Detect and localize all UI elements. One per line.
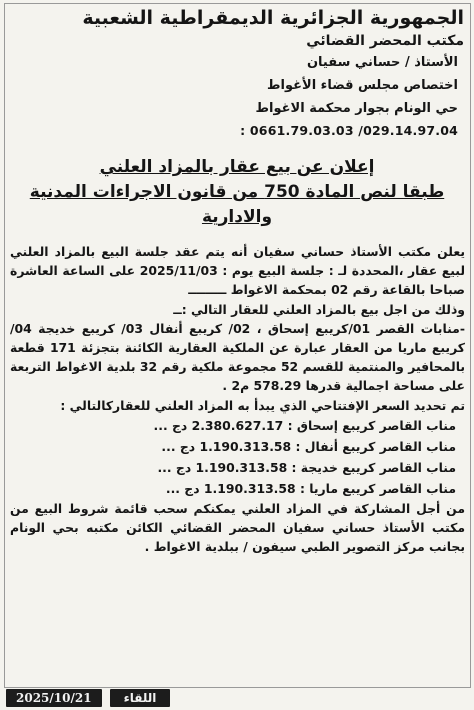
office-name: مكتب المحضر القضائي [306,33,464,49]
jurisdiction: اختصاص مجلس قضاء الأغواط [267,78,458,93]
republic-header: الجمهورية الجزائرية الديمقراطية الشعبية [82,7,464,29]
publication-date: 2025/10/21 [6,689,102,707]
lawyer-name: الأستاذ / حساني سفيان [306,55,458,70]
price-line: مناب القاصر كريبع ماريا : 1.190.313.58 دج ... [165,480,456,496]
newspaper-name: اللقاء [110,689,171,707]
notice-body [10,242,465,415]
title-line-1: إعلان عن بيع عقار بالمزاد العلني [99,157,375,177]
price-line: مناب القاصر كريبع إسحاق : 2.380.627.17 دج ... [153,417,456,433]
price-line: مناب القاصر كريبع خديجة : 1.190.313.58 دج ... [157,459,456,475]
title-line-2: طبقا لنص المادة 750 من قانون الاجراءات المدنية والادارية [29,182,445,227]
price-line: مناب القاصر كريبع أنفال : 1.190.313.58 دج ... [161,438,456,454]
opening-price-intro: تم تحديد السعر الإفتتاحي الذي يبدأ به المزاد العلني للعقاركالتالي : [60,397,465,413]
office-address: حي الونام بجوار محكمة الاغواط [255,101,458,116]
publication-footer [6,689,170,707]
sale-session-paragraph: يعلن مكتب الأستاذ حساني سفيان أنه يتم عقد جلسة البيع بالمزاد العلني لبيع عقار ،المحددة لـ : جلسة البيع يوم : 2025/11/03 على الساعة العاشرة صباحا بالقاعة رقم 02 بمحكمة الاغواط ـــــــــ [10,244,465,298]
property-description: -منابات القصر 01/كريبع إسحاق ، 02/ كريبع أنفال 03/ كريبع خديجة 04/ كريبع ماريا من العقار عبارة عن الملكية العقارية الكائنة بتجزئة 171 قطعة بالمحافير والمنتمية للقسم 52 مجموعة ملكية رقم 32 بلدية الاغواط التربعة على مساحة اجمالية قدرها 578.29 م2 . [10,320,465,394]
notice-title [8,155,466,230]
phone-numbers: 029.14.97.04/ 0661.79.03.03 : [240,123,458,138]
property-intro: وذلك من اجل بيع بالمزاد العلني للعقار التالي :ــ [173,301,465,317]
closing-paragraph: من أجل المشاركة في المزاد العلني يمكنكم سحب قائمة شروط البيع من مكتب الأستاذ حساني سفيان المحضر القضائي الكائن مكتبه بحي الونام بجانب مركز التصوير الطبي سيفون / ببلدية الاغواط . [10,500,465,555]
